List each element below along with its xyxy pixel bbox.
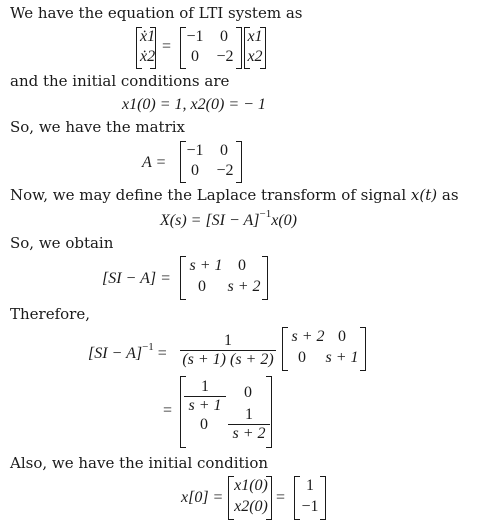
adj12: 0 <box>338 328 346 345</box>
a11: −1 <box>186 142 204 159</box>
x0-label: x[0] = <box>181 489 224 506</box>
si-a-label: [SI − A] = <box>102 270 171 287</box>
m21: 0 <box>191 48 199 65</box>
bracket-right <box>236 141 242 183</box>
m22: −2 <box>216 48 234 65</box>
m12: 0 <box>220 28 228 45</box>
initial-conditions: x1(0) = 1, x2(0) = − 1 <box>122 96 266 113</box>
r2-den: s + 2 <box>228 424 270 443</box>
equals-2: = <box>163 402 173 419</box>
inverse-num: 1 <box>224 332 232 349</box>
inverse-exp: −1 <box>142 341 154 353</box>
bracket-right <box>236 27 242 69</box>
adj22: s + 1 <box>325 349 359 366</box>
a22: −2 <box>216 162 234 179</box>
text-line-4 <box>10 186 459 204</box>
x0-lhs-2: x2(0) <box>234 498 268 515</box>
adj11: s + 2 <box>291 328 325 345</box>
bracket-right <box>260 27 266 69</box>
m11: −1 <box>186 28 204 45</box>
laplace-lhs: X(s) = [SI − A] <box>160 212 260 229</box>
x0-rhs-2: −1 <box>301 498 319 515</box>
bracket-right <box>360 327 366 371</box>
laplace-tail: x(0) <box>271 212 297 229</box>
text-line-7: Also, we have the initial condition <box>10 454 269 472</box>
r2-zero: 0 <box>200 416 208 433</box>
rhs-1: x1 <box>247 28 263 45</box>
lhs-2: ẋ2 <box>140 48 156 65</box>
a21: 0 <box>191 162 199 179</box>
sia11: s + 1 <box>189 257 223 274</box>
inverse-fraction <box>180 332 276 369</box>
bracket-right <box>262 256 268 300</box>
text-line-2: and the initial conditions are <box>10 72 230 90</box>
text-line-1: We have the equation of LTI system as <box>10 4 303 22</box>
rhs-2: x2 <box>247 48 263 65</box>
r2-num: 1 <box>245 406 253 423</box>
laplace-exp: −1 <box>259 208 272 220</box>
text-line-5: So, we obtain <box>10 234 114 252</box>
laplace-equation <box>160 208 297 230</box>
r1-num: 1 <box>201 378 209 395</box>
adj21: 0 <box>298 349 306 366</box>
r1-den: s + 1 <box>184 396 226 415</box>
equals-3: = <box>276 489 286 506</box>
x0-lhs-1: x1(0) <box>234 477 268 494</box>
bracket-right <box>266 376 272 448</box>
bracket-right <box>266 476 272 520</box>
a12: 0 <box>220 142 228 159</box>
x0-rhs-1: 1 <box>306 477 314 494</box>
matrix-a-label: A = <box>142 154 167 171</box>
text-line-3: So, we have the matrix <box>10 118 186 136</box>
bracket-right <box>150 27 156 69</box>
inverse-lhs: [SI − A] <box>88 345 143 362</box>
text-line-6: Therefore, <box>10 305 90 323</box>
equals: = <box>162 38 172 55</box>
text-line-4a: Now, we may define the Laplace transform of signal <box>10 186 411 204</box>
text-line-4b: as <box>437 186 459 204</box>
inverse-den: (s + 1) (s + 2) <box>180 350 276 369</box>
bracket-right <box>320 476 326 520</box>
sia21: 0 <box>198 278 206 295</box>
lhs-1: ẋ1 <box>140 28 156 45</box>
sia12: 0 <box>238 257 246 274</box>
signal-name: x(t) <box>410 186 438 204</box>
inverse-label: [SI − A]$^{-1}$ = <box>88 341 167 362</box>
r1-fraction <box>184 378 226 415</box>
sia22: s + 2 <box>227 278 261 295</box>
r2-fraction <box>228 406 270 443</box>
r1-zero: 0 <box>244 384 252 401</box>
